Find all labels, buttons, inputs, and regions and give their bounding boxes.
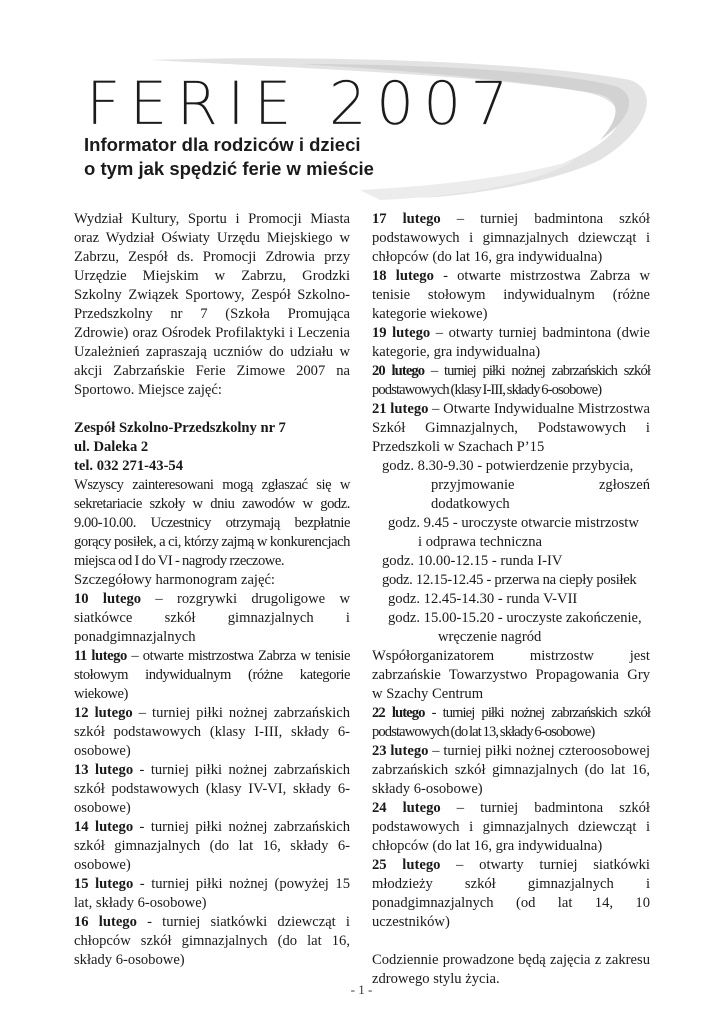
event-date: 15 lutego [74, 876, 134, 892]
event-date: 19 lutego [372, 325, 431, 341]
event-item [372, 362, 650, 400]
schedule-desc-cont: i odprawa techniczna [418, 534, 542, 550]
registration-paragraph: Wszyscy zainteresowani mogą zgłaszać się w sekretariacie szkoły w dniu zawodów w godz. 9.00-10.00. Uczestnicy otrzymają bezpłatnie gorący posiłek, a ci, którzy zajmą w konkurencjach miejsca od I do VI - nagrody rzeczowe. [74, 477, 350, 569]
co-organizer-paragraph: Współorganizatorem mistrzostw jest zabrzańskie Towarzystwo Propagowania Gry w Szachy Centrum [372, 648, 650, 702]
event-text: – otwarte mistrzostwa Zabrza w tenisie stołowym indywidualnym (różne kategorie wiekowe) [74, 648, 350, 702]
event-item [74, 875, 350, 913]
event-date: 13 lutego [74, 762, 134, 778]
event-item [74, 818, 350, 875]
schedule-entry [372, 552, 650, 571]
event-item [372, 400, 650, 457]
event-text: - turniej piłki nożnej zabrzańskich szkół podstawowych (klasy IV-VI, składy 6-osobowe) [74, 762, 350, 816]
venue-name: Zespół Szkolno-Przedszkolny nr 7 [74, 420, 286, 436]
event-date: 20 lutego [372, 363, 425, 379]
event-text: – turniej piłki nożnej zabrzańskich szkół podstawowych (klasy I-III, składy 6-osobowe) [372, 363, 650, 398]
subtitle [84, 133, 374, 181]
event-item [74, 590, 350, 647]
event-text: – Otwarte Indywidualne Mistrzostwa Szkół Gimnazjalnych, Podstawowych i Przedszkoli w Szachach P’15 [372, 401, 650, 455]
event-date: 11 lutego [74, 648, 127, 664]
schedule-desc: - potwierdzenie przybycia, [473, 458, 634, 474]
chess-schedule [372, 457, 650, 647]
schedule-entry [372, 514, 650, 552]
closing-paragraph: Codziennie prowadzone będą zajęcia z zakresu zdrowego stylu życia. [372, 952, 650, 987]
schedule-entry [372, 457, 650, 514]
event-date: 16 lutego [74, 914, 137, 930]
schedule-time: godz. 10.00-12.15 [382, 553, 489, 569]
schedule-time: godz. 12.15-12.45 [382, 572, 484, 588]
event-item [372, 210, 650, 267]
event-text: – turniej badmintona szkół podstawowych i gimnazjalnych dziewcząt i chłopców (do lat 16, gra indywidualna) [372, 211, 650, 265]
event-text: – turniej badmintona szkół podstawowych i gimnazjalnych dziewcząt i chłopców (do lat 16, gra indywidualna) [372, 800, 650, 854]
schedule-entry [372, 590, 650, 609]
event-text: - turniej siatkówki dziewcząt i chłopców szkół gimnazjalnych (do lat 16, składy 6-osobowe) [74, 914, 350, 968]
event-text: – turniej piłki nożnej czteroosobowej zabrzańskich szkół gimnazjalnych (do lat 16, składy 6-osobowe) [372, 743, 650, 797]
event-date: 10 lutego [74, 591, 142, 607]
event-item [74, 913, 350, 970]
schedule-time: godz. 8.30-9.30 [382, 458, 474, 474]
schedule-desc: - uroczyste otwarcie mistrzostw [449, 515, 639, 531]
event-text: – rozgrywki drugoligowe w siatkówce szkół gimnazjalnych i ponadgimnazjalnych [74, 591, 350, 645]
page-number: - 1 - [350, 982, 373, 997]
event-text: – turniej piłki nożnej zabrzańskich szkół podstawowych (klasy I-III, składy 6-osobowe) [74, 705, 350, 759]
event-item [74, 647, 350, 704]
schedule-heading: Szczegółowy harmonogram zajęć: [74, 572, 275, 588]
event-date: 17 lutego [372, 211, 441, 227]
event-date: 25 lutego [372, 857, 441, 873]
schedule-time: godz. 9.45 [388, 515, 450, 531]
subtitle-line-1: Informator dla rodziców i dzieci [84, 134, 361, 155]
schedule-time: godz. 15.00-15.20 [388, 610, 495, 626]
event-item [372, 742, 650, 799]
page-title: FERIE 2007 [86, 69, 518, 139]
schedule-time: godz. 12.45-14.30 [388, 591, 495, 607]
event-item [372, 324, 650, 362]
event-date: 21 lutego [372, 401, 429, 417]
event-date: 12 lutego [74, 705, 133, 721]
event-item [74, 761, 350, 818]
event-item [372, 267, 650, 324]
schedule-entry [372, 571, 650, 590]
schedule-desc: - uroczyste zakończenie, [494, 610, 642, 626]
intro-paragraph: Wydział Kultury, Sportu i Promocji Miasta oraz Wydział Oświaty Urzędu Miejskiego w Zabrzu, Zespół ds. Promocji Zdrowia przy Urzędzie Miejskim w Zabrzu, Grodzki Szkolny Związek Sportowy, Zespół Szkolno-Przedszkolny nr 7 (Szkoła Promująca Zdrowie) oraz Ośrodek Profilaktyki i Leczenia Uzależnień zapraszają uczniów do udziału w akcji Zabrzańskie Ferie Zimowe 2007 na Sportowo. Miejsce zajęć: [74, 211, 350, 398]
event-text: - turniej piłki nożnej zabrzańskich szkół podstawowych (do lat 13, składy 6-osobowe) [372, 705, 650, 740]
schedule-desc-cont: przyjmowanie zgłoszeń dodatkowych [431, 477, 650, 512]
event-item [372, 704, 650, 742]
event-item [74, 704, 350, 761]
event-date: 24 lutego [372, 800, 441, 816]
event-text: - otwarte mistrzostwa Zabrza w tenisie stołowym indywidualnym (różne kategorie wiekowe) [372, 268, 650, 322]
schedule-desc: - runda V-VII [494, 591, 578, 607]
left-column [74, 210, 350, 970]
event-item [372, 856, 650, 932]
right-column [372, 210, 650, 989]
event-text: - turniej piłki nożnej zabrzańskich szkół gimnazjalnych (do lat 16, składy 6-osobowe) [74, 819, 350, 873]
schedule-desc-cont: wręczenie nagród [438, 629, 542, 645]
schedule-desc: - przerwa na ciepły posiłek [483, 572, 637, 588]
event-text: - turniej piłki nożnej (powyżej 15 lat, składy 6-osobowe) [74, 876, 350, 911]
event-date: 14 lutego [74, 819, 134, 835]
schedule-desc: - runda I-IV [488, 553, 563, 569]
subtitle-line-2: o tym jak spędzić ferie w mieście [84, 158, 374, 179]
event-item [372, 799, 650, 856]
schedule-entry [372, 609, 650, 647]
event-text: – otwarty turniej badmintona (dwie kategorie, gra indywidualna) [372, 325, 650, 360]
venue-phone: tel. 032 271-43-54 [74, 458, 184, 474]
event-date: 22 lutego [372, 705, 425, 721]
event-date: 18 lutego [372, 268, 434, 284]
venue-street: ul. Daleka 2 [74, 439, 149, 455]
event-date: 23 lutego [372, 743, 429, 759]
event-text: – otwarty turniej siatkówki młodzieży szkół gimnazjalnych i ponadgimnazjalnych (od lat 14, 10 uczestników) [372, 857, 650, 930]
